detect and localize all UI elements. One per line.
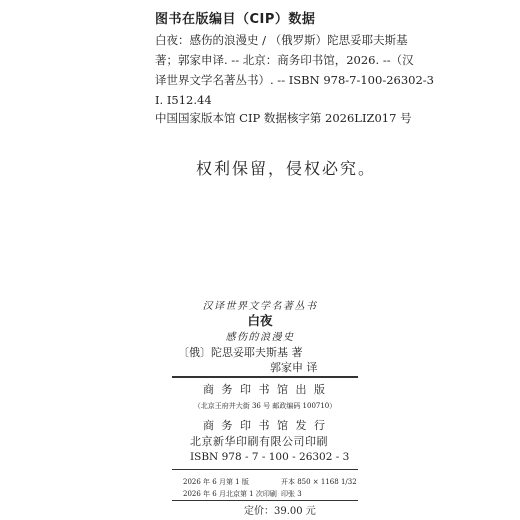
printed-sheets: 印张 3 [281, 490, 302, 498]
book-format: 开本 850 × 1168 1/32 [281, 478, 357, 486]
translator-credit: 郭家申 译 [270, 361, 318, 374]
edition-date: 2026 年 6 月第 1 版 [183, 478, 249, 486]
author-credit: 〔俄〕陀思妥耶夫斯基 著 [178, 346, 303, 359]
book-subtitle: 感伤的浪漫史 [225, 332, 295, 343]
cip-heading: 图书在版编目（CIP）数据 [155, 12, 316, 27]
cip-line: 白夜：感伤的浪漫史 / （俄罗斯）陀思妥耶夫斯基 [155, 33, 408, 47]
publisher-address: （北京王府井大街 36 号 邮政编码 100710） [193, 402, 337, 410]
divider-rule [172, 500, 358, 501]
printer-line: 北京新华印刷有限公司印刷 [190, 435, 328, 448]
divider-rule [172, 376, 358, 378]
cip-line: 译世界文学名著丛书）. -- ISBN 978-7-100-26302-3 [155, 73, 434, 87]
cip-classification: I. I512.44 [155, 93, 212, 107]
distributor-line: 商 务 印 书 馆 发 行 [203, 419, 327, 432]
printing-date: 2026 年 6 月北京第 1 次印刷 [183, 490, 277, 498]
divider-rule [172, 469, 358, 470]
cip-line: 著；郭家申译. -- 北京：商务印书馆，2026. --（汉 [155, 53, 414, 67]
cip-record-number: 中国国家版本馆 CIP 数据核字第 2026LIZ017 号 [155, 111, 412, 125]
rights-notice: 权利保留，侵权必究。 [196, 159, 377, 178]
price-label: 定价：39.00 元 [244, 506, 316, 517]
publisher-line: 商 务 印 书 馆 出 版 [203, 383, 327, 396]
isbn-line: ISBN 978 - 7 - 100 - 26302 - 3 [190, 451, 350, 463]
series-name: 汉译世界文学名著丛书 [202, 301, 318, 312]
book-title: 白夜 [247, 313, 273, 328]
